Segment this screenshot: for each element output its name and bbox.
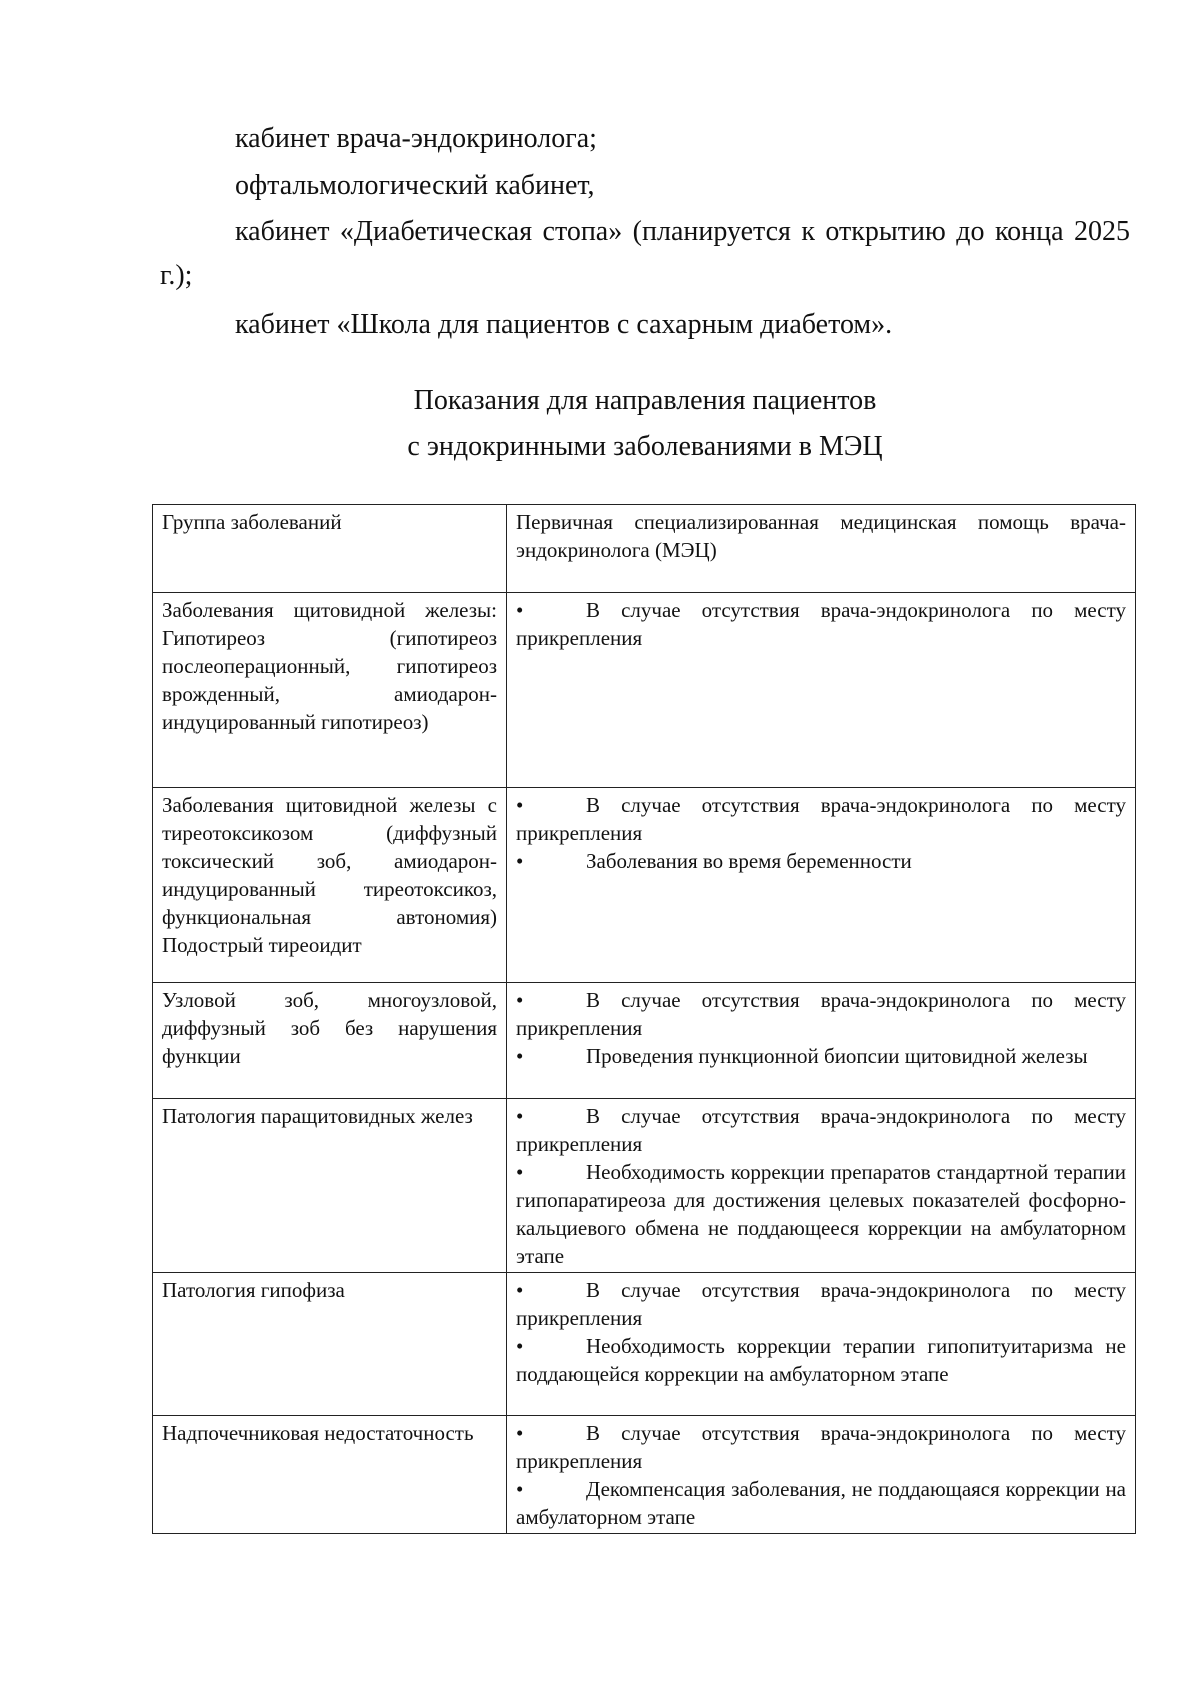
bullet-icon: • [516,1477,524,1501]
indication-item: • Заболевания во время беременности [516,849,912,873]
disease-group-cell: Узловой зоб, многоузловой, диффузный зоб без нарушения функции [153,983,507,1099]
indication-item: • В случае отсутствия врача-эндокринолога по месту прикрепления [516,1278,1126,1330]
table-row [153,788,1136,983]
indications-cell [507,1099,1136,1273]
intro-line-diabetic-foot: кабинет «Диабетическая стопа» (планируется к открытию до конца 2025 г.); [160,216,1130,291]
indications-cell [507,1416,1136,1534]
indications-table [152,504,1136,1534]
table-row [153,1099,1136,1273]
indications-cell [507,1273,1136,1416]
bullet-icon: • [516,1160,524,1184]
table-row [153,983,1136,1099]
section-title-line2: с эндокринными заболеваниями в МЭЦ [407,431,883,462]
bullet-icon: • [516,1044,524,1068]
bullet-icon: • [516,1278,524,1302]
indication-item: • Декомпенсация заболевания, не поддающаяся коррекции на амбулаторном этапе [516,1477,1126,1529]
intro-line-diabetes-school: кабинет «Школа для пациентов с сахарным диабетом». [235,309,893,340]
intro-line-endocrinologist: кабинет врача-эндокринолога; [235,123,597,154]
bullet-icon: • [516,1421,524,1445]
indications-cell [507,593,1136,788]
indication-item: • В случае отсутствия врача-эндокринолога по месту прикрепления [516,598,1126,650]
header-specialized-care: Первичная специализированная медицинская помощь врача-эндокринолога (МЭЦ) [507,505,1136,593]
indication-item: • В случае отсутствия врача-эндокринолога по месту прикрепления [516,1104,1126,1156]
table-row [153,593,1136,788]
table-header-row [153,505,1136,593]
bullet-icon: • [516,1334,524,1358]
bullet-icon: • [516,849,524,873]
indications-cell [507,983,1136,1099]
disease-group-cell: Заболевания щитовидной железы: Гипотиреоз (гипотиреоз послеоперационный, гипотиреоз врожденный, амиодарон-индуцированный гипотиреоз) [153,593,507,788]
table-row [153,1273,1136,1416]
disease-group-cell: Патология гипофиза [153,1273,507,1416]
table-row [153,1416,1136,1534]
intro-line-ophthalmology: офтальмологический кабинет, [235,170,595,201]
section-title-line1: Показания для направления пациентов [413,385,877,416]
indication-item: • Необходимость коррекции терапии гипопитуитаризма не поддающейся коррекции на амбулаторном этапе [516,1334,1126,1386]
bullet-icon: • [516,988,524,1012]
indication-item: • В случае отсутствия врача-эндокринолога по месту прикрепления [516,1421,1126,1473]
indications-cell [507,788,1136,983]
header-disease-group: Группа заболеваний [153,505,507,593]
disease-group-cell: Надпочечниковая недостаточность [153,1416,507,1534]
indication-item: • В случае отсутствия врача-эндокринолога по месту прикрепления [516,988,1126,1040]
disease-group-cell: Заболевания щитовидной железы с тиреотоксикозом (диффузный токсический зоб, амиодарон-индуцированный тиреотоксикоз, функциональная автономия) Подострый тиреоидит [153,788,507,983]
bullet-icon: • [516,793,524,817]
indication-item: • Проведения пункционной биопсии щитовидной железы [516,1044,1088,1068]
indication-item: • В случае отсутствия врача-эндокринолога по месту прикрепления [516,793,1126,845]
indication-item: • Необходимость коррекции препаратов стандартной терапии гипопаратиреоза для достижения целевых показателей фосфорно-кальциевого обмена не поддающееся коррекции на амбулаторном этапе [516,1160,1126,1268]
bullet-icon: • [516,598,524,622]
disease-group-cell: Патология паращитовидных желез [153,1099,507,1273]
bullet-icon: • [516,1104,524,1128]
